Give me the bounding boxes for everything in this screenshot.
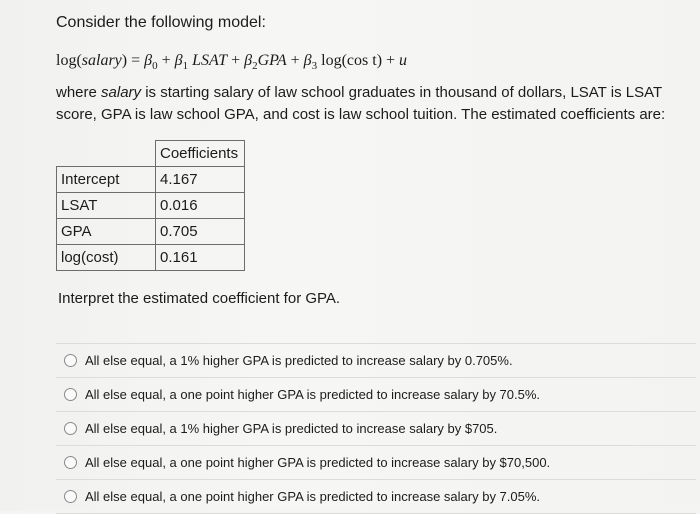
option-label[interactable]: All else equal, a one point higher GPA is predicted to increase salary by 7.05%.: [85, 489, 541, 504]
prompt-text: Consider the following model:: [56, 14, 266, 31]
desc-post: is starting salary of law school graduates in thousand of dollars, LSAT is LSAT score, GPA is law school GPA, and cost is law school tuition. The estimated coefficients are:: [56, 84, 666, 123]
option-label[interactable]: All else equal, a 1% higher GPA is predicted to increase salary by 0.705%.: [85, 353, 513, 368]
coefficients-table: [56, 140, 245, 271]
eq-plus: +: [157, 52, 175, 69]
answer-option[interactable]: [56, 377, 696, 411]
table-row: [57, 245, 245, 271]
eq-lhs-close: ) =: [121, 52, 145, 69]
eq-lhs-fn: log(: [56, 52, 82, 69]
row-name-cell: LSAT: [57, 193, 156, 219]
row-value-cell: 0.161: [156, 245, 245, 271]
row-name-cell: log(cost): [57, 245, 156, 271]
eq-beta1-sub: 1: [182, 60, 189, 73]
option-label[interactable]: All else equal, a 1% higher GPA is predicted to increase salary by $705.: [85, 421, 498, 436]
row-value-cell: 4.167: [156, 167, 245, 193]
eq-beta2-sub: 2: [252, 60, 258, 73]
answer-option[interactable]: [56, 445, 696, 479]
eq-error: u: [399, 52, 408, 69]
table-row: [57, 193, 245, 219]
eq-beta3-sub: 3: [311, 60, 318, 73]
description-text: [56, 82, 686, 126]
table-row: [57, 219, 245, 245]
option-label[interactable]: All else equal, a one point higher GPA is predicted to increase salary by $70,500.: [85, 455, 551, 470]
radio-button[interactable]: [64, 490, 77, 503]
table-row: [57, 167, 245, 193]
answer-option[interactable]: [56, 411, 696, 445]
answer-options: [56, 343, 696, 514]
eq-lsat: LSAT: [188, 52, 228, 69]
eq-beta0-sub: 0: [152, 60, 158, 73]
answer-option[interactable]: [56, 479, 696, 514]
table-corner-cell: [57, 141, 156, 167]
radio-button[interactable]: [64, 422, 77, 435]
row-value-cell: 0.016: [156, 193, 245, 219]
answer-option[interactable]: [56, 343, 696, 377]
eq-beta2: β: [244, 52, 253, 69]
desc-italic: salary: [101, 84, 142, 101]
eq-plus: +: [227, 52, 245, 69]
eq-beta1: β: [174, 52, 183, 69]
model-equation: [56, 52, 407, 72]
eq-gpa: GPA: [257, 52, 287, 69]
eq-plus: +: [286, 52, 304, 69]
row-name-cell: GPA: [57, 219, 156, 245]
eq-logcost: log(cos t): [317, 52, 383, 69]
table-header-cell: Coefficients: [156, 141, 245, 167]
radio-button[interactable]: [64, 354, 77, 367]
table-header-row: [57, 141, 245, 167]
question-text: Interpret the estimated coefficient for GPA.: [58, 290, 341, 307]
row-value-cell: 0.705: [156, 219, 245, 245]
eq-lhs-var: salary: [81, 52, 122, 69]
radio-button[interactable]: [64, 388, 77, 401]
eq-plus: +: [382, 52, 400, 69]
radio-button[interactable]: [64, 456, 77, 469]
row-name-cell: Intercept: [57, 167, 156, 193]
option-label[interactable]: All else equal, a one point higher GPA is predicted to increase salary by 70.5%.: [85, 387, 541, 402]
eq-beta0: β: [144, 52, 153, 69]
eq-beta3: β: [303, 52, 312, 69]
desc-pre: where: [56, 84, 102, 101]
